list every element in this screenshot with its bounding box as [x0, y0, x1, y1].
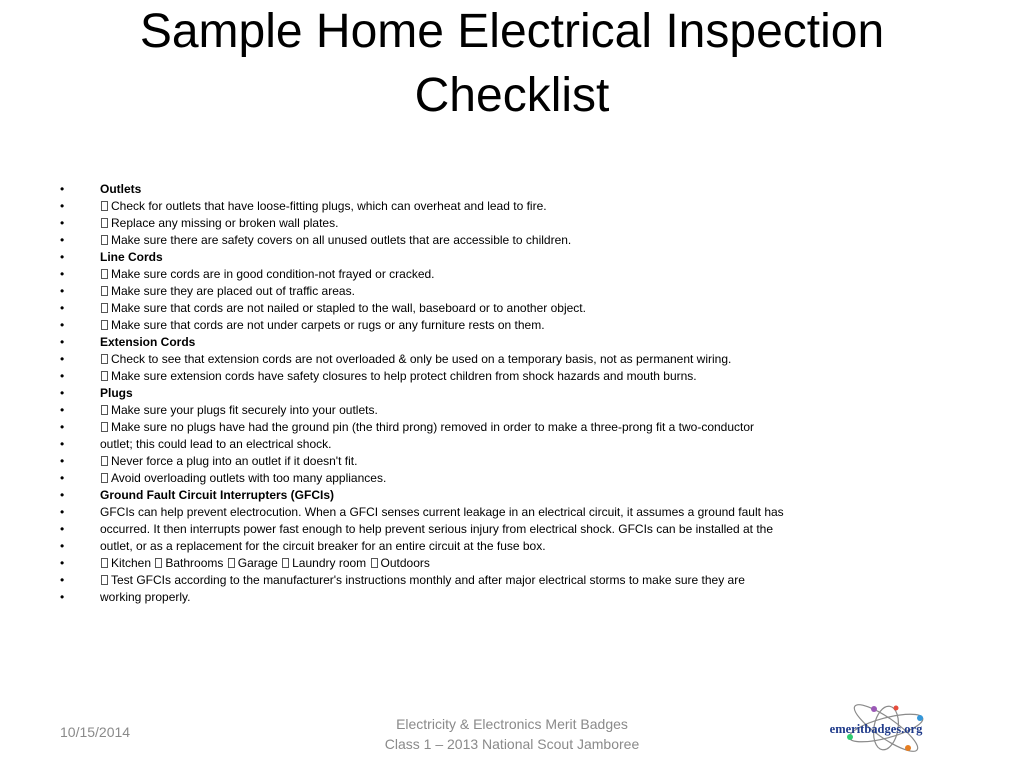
checklist [58, 181, 858, 606]
checklist-item-text: Outdoors [380, 556, 430, 570]
bullet-icon: • [60, 182, 65, 196]
bullet-icon: • [60, 420, 65, 434]
bullet-icon: • [60, 335, 65, 349]
section-heading-text: Plugs [100, 386, 133, 400]
checkbox-icon [101, 218, 108, 228]
checklist-item [58, 419, 858, 436]
section-heading [58, 385, 858, 402]
bullet-icon: • [60, 284, 65, 298]
checklist-item [58, 521, 858, 538]
bullet-icon: • [60, 488, 65, 502]
checkbox-icon [155, 558, 162, 568]
logo-text: emeritbadges.org [829, 722, 923, 736]
checkbox-icon [101, 320, 108, 330]
checklist-item [58, 283, 858, 300]
section-heading-text: Line Cords [100, 250, 163, 264]
checklist-item [58, 351, 858, 368]
checkbox-icon [101, 201, 108, 211]
checklist-item-text: Never force a plug into an outlet if it doesn't fit. [111, 454, 358, 468]
bullet-icon: • [60, 522, 65, 536]
bullet-icon: • [60, 539, 65, 553]
checklist-item-text: Bathrooms [165, 556, 224, 570]
checklist-item [58, 215, 858, 232]
checklist-item [58, 436, 858, 453]
checklist-item-text: Make sure that cords are not under carpets or rugs or any furniture rests on them. [111, 318, 545, 332]
bullet-icon: • [60, 437, 65, 451]
checkbox-icon [101, 558, 108, 568]
bullet-icon: • [60, 573, 65, 587]
checklist-item-text: Garage [237, 556, 278, 570]
bullet-icon: • [60, 590, 65, 604]
bullet-icon: • [60, 403, 65, 417]
checklist-item-text: Make sure no plugs have had the ground pin (the third prong) removed in order to make a three-prong fit a two-conductor [111, 420, 755, 434]
slide-title-text: Sample Home Electrical Inspection Checklist [139, 5, 885, 122]
checklist-item-text: Kitchen [111, 556, 152, 570]
bullet-icon: • [60, 369, 65, 383]
bullet-icon: • [60, 267, 65, 281]
section-heading [58, 487, 858, 504]
checklist-item [58, 504, 858, 521]
checklist-item [58, 317, 858, 334]
checkbox-icon [101, 422, 108, 432]
checkbox-icon [101, 303, 108, 313]
checklist-item-text: Make sure they are placed out of traffic areas. [111, 284, 355, 298]
section-heading-text: Ground Fault Circuit Interrupters (GFCIs) [100, 488, 335, 502]
section-heading [58, 249, 858, 266]
bullet-icon: • [60, 250, 65, 264]
section-heading [58, 181, 858, 198]
checkbox-icon [101, 354, 108, 364]
checkbox-icon [101, 473, 108, 483]
checkbox-icon [101, 371, 108, 381]
footer-caption-line1: Electricity & Electronics Merit Badges [396, 716, 628, 732]
checklist-item [58, 555, 858, 572]
bullet-icon: • [60, 199, 65, 213]
checkbox-icon [101, 235, 108, 245]
bullet-icon: • [60, 301, 65, 315]
checkbox-icon [101, 456, 108, 466]
checklist-item [58, 402, 858, 419]
checklist-item-text: working properly. [100, 590, 191, 604]
checklist-item-text: Check to see that extension cords are not overloaded & only be used on a temporary basis, not as permanent wiring. [111, 352, 732, 366]
checkbox-icon [101, 575, 108, 585]
section-heading-text: Extension Cords [100, 335, 196, 349]
checklist-item-text: Make sure your plugs fit securely into your outlets. [111, 403, 378, 417]
checklist-item [58, 368, 858, 385]
checklist-item-text: GFCIs can help prevent electrocution. When a GFCI senses current leakage in an electrical circuit, it assumes a ground fault has [100, 505, 784, 519]
emeritbadges-logo [816, 704, 936, 756]
checklist-item [58, 266, 858, 283]
checklist-item-text: Make sure that cords are not nailed or stapled to the wall, baseboard or to another object. [111, 301, 586, 315]
checklist-item-text: occurred. It then interrupts power fast enough to help prevent serious injury from electrical shock. GFCIs can be installed at the [100, 522, 774, 536]
checkbox-icon [101, 405, 108, 415]
checkbox-icon [101, 286, 108, 296]
checklist-item-text: Check for outlets that have loose-fitting plugs, which can overheat and lead to fire. [111, 199, 547, 213]
checklist-item-text: outlet, or as a replacement for the circuit breaker for an entire circuit at the fuse box. [100, 539, 546, 553]
checklist-item [58, 232, 858, 249]
checklist-item-text: Test GFCIs according to the manufacturer's instructions monthly and after major electrical storms to make sure they are [111, 573, 745, 587]
checklist-item [58, 300, 858, 317]
checklist-item-text: Replace any missing or broken wall plates. [111, 216, 339, 230]
bullet-icon: • [60, 505, 65, 519]
checklist-item [58, 198, 858, 215]
checkbox-icon [101, 269, 108, 279]
checklist-item-text: Avoid overloading outlets with too many appliances. [111, 471, 387, 485]
checklist-item-text: Make sure extension cords have safety closures to help protect children from shock hazards and mouth burns. [111, 369, 697, 383]
checklist-item [58, 589, 858, 606]
bullet-icon: • [60, 352, 65, 366]
checkbox-icon [228, 558, 235, 568]
checkbox-icon [371, 558, 378, 568]
checklist-item [58, 572, 858, 589]
footer-caption-line2: Class 1 – 2013 National Scout Jamboree [384, 736, 640, 752]
checklist-item-text: outlet; this could lead to an electrical shock. [100, 437, 332, 451]
checklist-item-text: Make sure there are safety covers on all unused outlets that are accessible to children. [111, 233, 572, 247]
section-heading [58, 334, 858, 351]
bullet-icon: • [60, 471, 65, 485]
bullet-icon: • [60, 454, 65, 468]
bullet-icon: • [60, 556, 65, 570]
slide-title [60, 0, 964, 128]
footer-date: 10/15/2014 [60, 724, 131, 740]
checklist-item-text: Laundry room [292, 556, 367, 570]
checklist-item [58, 538, 858, 555]
checklist-item [58, 470, 858, 487]
checklist-item [58, 453, 858, 470]
bullet-icon: • [60, 386, 65, 400]
bullet-icon: • [60, 318, 65, 332]
bullet-icon: • [60, 233, 65, 247]
checkbox-icon [282, 558, 289, 568]
section-heading-text: Outlets [100, 182, 142, 196]
bullet-icon: • [60, 216, 65, 230]
footer-caption [300, 714, 724, 754]
checklist-item-text: Make sure cords are in good condition-not frayed or cracked. [111, 267, 435, 281]
